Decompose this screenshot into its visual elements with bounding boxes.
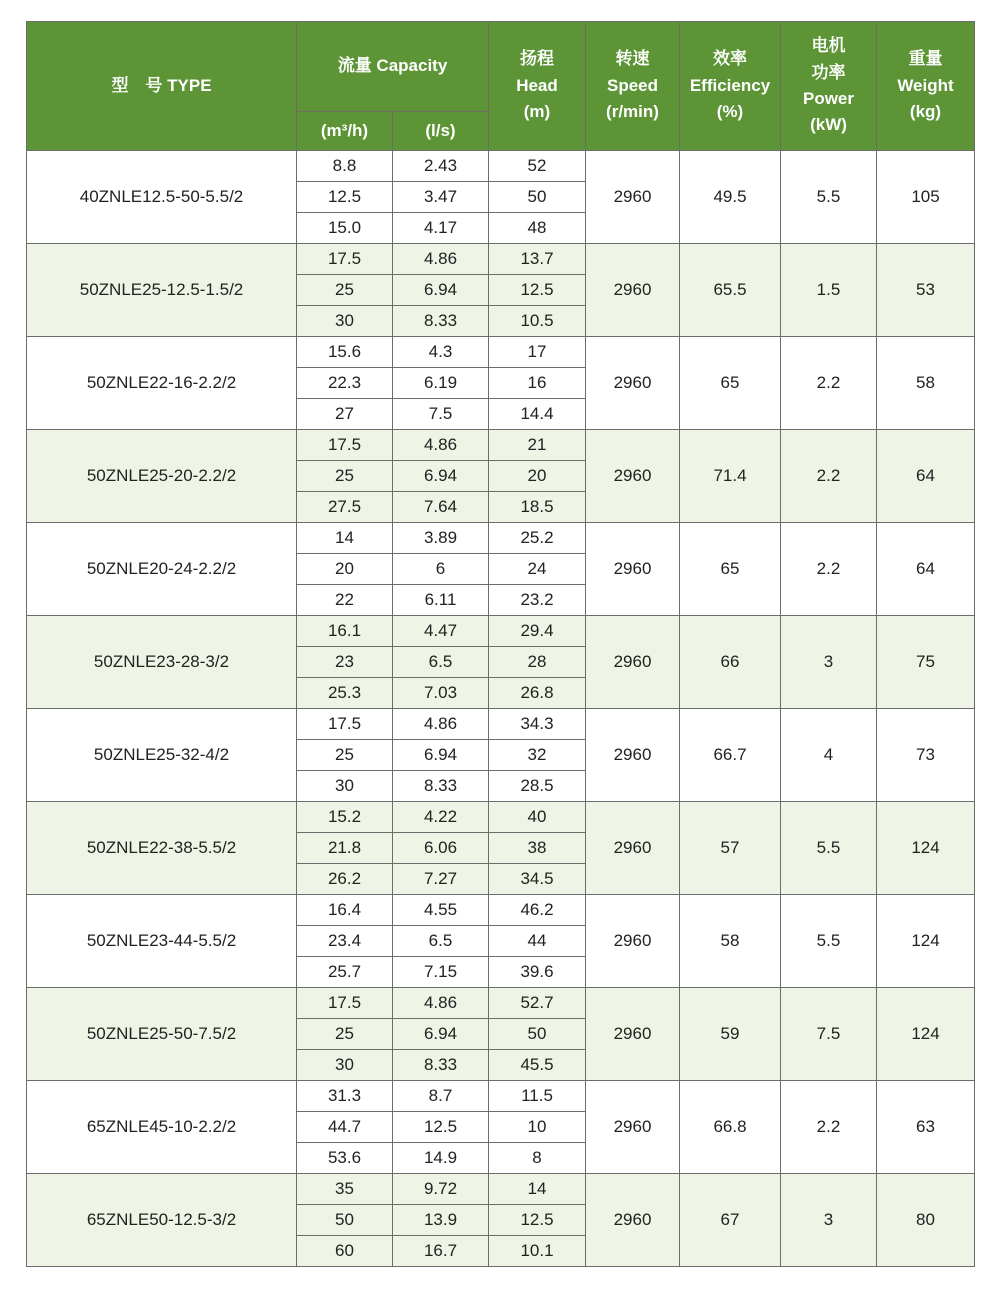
head-cell: 28.5: [489, 771, 586, 802]
capacity-ls-cell: 9.72: [393, 1174, 489, 1205]
capacity-m3h-cell: 25: [297, 740, 393, 771]
capacity-ls-cell: 7.03: [393, 678, 489, 709]
capacity-ls-cell: 4.86: [393, 709, 489, 740]
speed-cell: 2960: [586, 988, 680, 1081]
capacity-ls-cell: 7.64: [393, 492, 489, 523]
power-cell: 3: [781, 616, 877, 709]
capacity-ls-cell: 7.27: [393, 864, 489, 895]
capacity-ls-cell: 2.43: [393, 151, 489, 182]
head-cell: 29.4: [489, 616, 586, 647]
weight-cell: 75: [877, 616, 975, 709]
head-cell: 21: [489, 430, 586, 461]
table-row: [27, 1174, 975, 1205]
head-cell: 44: [489, 926, 586, 957]
speed-cell: 2960: [586, 244, 680, 337]
efficiency-cell: 71.4: [680, 430, 781, 523]
head-cell: 14: [489, 1174, 586, 1205]
capacity-ls-cell: 4.17: [393, 213, 489, 244]
capacity-m3h-cell: 53.6: [297, 1143, 393, 1174]
capacity-m3h-cell: 50: [297, 1205, 393, 1236]
capacity-header: 流量 Capacity: [297, 22, 489, 112]
table-row: [27, 523, 975, 554]
capacity-m3h-cell: 22.3: [297, 368, 393, 399]
model-type-cell: 40ZNLE12.5-50-5.5/2: [27, 151, 297, 244]
model-type-cell: 50ZNLE25-50-7.5/2: [27, 988, 297, 1081]
power-cell: 2.2: [781, 1081, 877, 1174]
head-header: 扬程 Head (m): [489, 22, 586, 151]
capacity-ls-cell: 4.55: [393, 895, 489, 926]
speed-cell: 2960: [586, 337, 680, 430]
capacity-ls-cell: 6.94: [393, 740, 489, 771]
head-cell: 11.5: [489, 1081, 586, 1112]
capacity-ls-cell: 4.86: [393, 244, 489, 275]
capacity-m3h-cell: 31.3: [297, 1081, 393, 1112]
efficiency-cell: 65: [680, 337, 781, 430]
model-type-cell: 50ZNLE22-38-5.5/2: [27, 802, 297, 895]
efficiency-cell: 66.8: [680, 1081, 781, 1174]
capacity-m3h-cell: 15.2: [297, 802, 393, 833]
capacity-ls-cell: 4.86: [393, 430, 489, 461]
capacity-m3h-cell: 17.5: [297, 988, 393, 1019]
head-cell: 23.2: [489, 585, 586, 616]
capacity-ls-cell: 8.7: [393, 1081, 489, 1112]
capacity-ls-cell: 8.33: [393, 771, 489, 802]
head-cell: 17: [489, 337, 586, 368]
model-type-cell: 50ZNLE25-20-2.2/2: [27, 430, 297, 523]
capacity-m3h-cell: 25: [297, 275, 393, 306]
head-cell: 38: [489, 833, 586, 864]
power-cell: 1.5: [781, 244, 877, 337]
capacity-m3h-cell: 26.2: [297, 864, 393, 895]
capacity-m3h-cell: 30: [297, 306, 393, 337]
capacity-m3h-cell: 35: [297, 1174, 393, 1205]
table-header: [27, 22, 975, 151]
speed-cell: 2960: [586, 523, 680, 616]
type-header: 型 号 TYPE: [27, 22, 297, 151]
capacity-ls-cell: 6.5: [393, 926, 489, 957]
efficiency-cell: 66.7: [680, 709, 781, 802]
model-type-cell: 50ZNLE25-32-4/2: [27, 709, 297, 802]
speed-cell: 2960: [586, 895, 680, 988]
capacity-m3h-header: (m³/h): [297, 112, 393, 151]
head-cell: 50: [489, 182, 586, 213]
head-cell: 45.5: [489, 1050, 586, 1081]
capacity-ls-cell: 6.94: [393, 275, 489, 306]
capacity-ls-cell: 7.15: [393, 957, 489, 988]
speed-cell: 2960: [586, 616, 680, 709]
capacity-ls-cell: 6.94: [393, 461, 489, 492]
head-cell: 32: [489, 740, 586, 771]
capacity-ls-cell: 6.06: [393, 833, 489, 864]
table-body: [27, 151, 975, 1267]
table-row: [27, 244, 975, 275]
capacity-m3h-cell: 23.4: [297, 926, 393, 957]
head-cell: 46.2: [489, 895, 586, 926]
speed-cell: 2960: [586, 1081, 680, 1174]
weight-cell: 58: [877, 337, 975, 430]
speed-cell: 2960: [586, 1174, 680, 1267]
capacity-m3h-cell: 44.7: [297, 1112, 393, 1143]
head-cell: 28: [489, 647, 586, 678]
speed-header: 转速 Speed (r/min): [586, 22, 680, 151]
capacity-ls-cell: 4.47: [393, 616, 489, 647]
power-cell: 7.5: [781, 988, 877, 1081]
head-cell: 34.5: [489, 864, 586, 895]
capacity-m3h-cell: 27.5: [297, 492, 393, 523]
capacity-m3h-cell: 25.7: [297, 957, 393, 988]
power-cell: 2.2: [781, 430, 877, 523]
capacity-m3h-cell: 25.3: [297, 678, 393, 709]
head-cell: 24: [489, 554, 586, 585]
capacity-ls-cell: 4.3: [393, 337, 489, 368]
capacity-m3h-cell: 30: [297, 771, 393, 802]
model-type-cell: 50ZNLE25-12.5-1.5/2: [27, 244, 297, 337]
model-type-cell: 65ZNLE45-10-2.2/2: [27, 1081, 297, 1174]
capacity-m3h-cell: 17.5: [297, 709, 393, 740]
table-row: [27, 151, 975, 182]
head-cell: 10.5: [489, 306, 586, 337]
model-type-cell: 50ZNLE23-44-5.5/2: [27, 895, 297, 988]
capacity-ls-cell: 16.7: [393, 1236, 489, 1267]
head-cell: 50: [489, 1019, 586, 1050]
model-type-cell: 65ZNLE50-12.5-3/2: [27, 1174, 297, 1267]
capacity-m3h-cell: 16.4: [297, 895, 393, 926]
efficiency-cell: 59: [680, 988, 781, 1081]
speed-cell: 2960: [586, 802, 680, 895]
head-cell: 10.1: [489, 1236, 586, 1267]
table-row: [27, 988, 975, 1019]
capacity-m3h-cell: 27: [297, 399, 393, 430]
head-cell: 10: [489, 1112, 586, 1143]
model-type-cell: 50ZNLE22-16-2.2/2: [27, 337, 297, 430]
head-cell: 13.7: [489, 244, 586, 275]
head-cell: 39.6: [489, 957, 586, 988]
pump-spec-table: [26, 21, 975, 1267]
speed-cell: 2960: [586, 709, 680, 802]
table-row: [27, 802, 975, 833]
capacity-m3h-cell: 22: [297, 585, 393, 616]
head-cell: 25.2: [489, 523, 586, 554]
efficiency-cell: 49.5: [680, 151, 781, 244]
weight-cell: 64: [877, 523, 975, 616]
weight-cell: 63: [877, 1081, 975, 1174]
capacity-m3h-cell: 8.8: [297, 151, 393, 182]
weight-cell: 124: [877, 802, 975, 895]
weight-cell: 64: [877, 430, 975, 523]
efficiency-cell: 65.5: [680, 244, 781, 337]
capacity-ls-cell: 3.47: [393, 182, 489, 213]
model-type-cell: 50ZNLE20-24-2.2/2: [27, 523, 297, 616]
weight-cell: 53: [877, 244, 975, 337]
efficiency-header: 效率 Efficiency (%): [680, 22, 781, 151]
capacity-m3h-cell: 15.6: [297, 337, 393, 368]
weight-cell: 80: [877, 1174, 975, 1267]
weight-cell: 124: [877, 988, 975, 1081]
weight-cell: 73: [877, 709, 975, 802]
capacity-ls-cell: 7.5: [393, 399, 489, 430]
capacity-ls-cell: 12.5: [393, 1112, 489, 1143]
speed-cell: 2960: [586, 430, 680, 523]
capacity-m3h-cell: 25: [297, 461, 393, 492]
power-cell: 5.5: [781, 151, 877, 244]
head-cell: 34.3: [489, 709, 586, 740]
weight-cell: 124: [877, 895, 975, 988]
power-cell: 3: [781, 1174, 877, 1267]
capacity-ls-cell: 6.11: [393, 585, 489, 616]
capacity-ls-cell: 6: [393, 554, 489, 585]
head-cell: 48: [489, 213, 586, 244]
head-cell: 12.5: [489, 275, 586, 306]
power-cell: 2.2: [781, 523, 877, 616]
table-row: [27, 895, 975, 926]
capacity-ls-cell: 4.22: [393, 802, 489, 833]
capacity-ls-cell: 14.9: [393, 1143, 489, 1174]
capacity-ls-cell: 6.94: [393, 1019, 489, 1050]
capacity-m3h-cell: 17.5: [297, 244, 393, 275]
efficiency-cell: 58: [680, 895, 781, 988]
capacity-m3h-cell: 23: [297, 647, 393, 678]
capacity-m3h-cell: 15.0: [297, 213, 393, 244]
table-row: [27, 430, 975, 461]
capacity-ls-cell: 3.89: [393, 523, 489, 554]
head-cell: 52.7: [489, 988, 586, 1019]
head-cell: 12.5: [489, 1205, 586, 1236]
capacity-m3h-cell: 25: [297, 1019, 393, 1050]
head-cell: 40: [489, 802, 586, 833]
weight-header: 重量 Weight (kg): [877, 22, 975, 151]
head-cell: 26.8: [489, 678, 586, 709]
head-cell: 52: [489, 151, 586, 182]
head-cell: 16: [489, 368, 586, 399]
efficiency-cell: 66: [680, 616, 781, 709]
head-cell: 18.5: [489, 492, 586, 523]
capacity-m3h-cell: 17.5: [297, 430, 393, 461]
capacity-m3h-cell: 12.5: [297, 182, 393, 213]
table-row: [27, 709, 975, 740]
table-row: [27, 1081, 975, 1112]
capacity-m3h-cell: 14: [297, 523, 393, 554]
head-cell: 14.4: [489, 399, 586, 430]
efficiency-cell: 65: [680, 523, 781, 616]
capacity-ls-cell: 13.9: [393, 1205, 489, 1236]
efficiency-cell: 57: [680, 802, 781, 895]
capacity-ls-cell: 6.5: [393, 647, 489, 678]
capacity-m3h-cell: 21.8: [297, 833, 393, 864]
capacity-ls-cell: 8.33: [393, 1050, 489, 1081]
capacity-ls-cell: 6.19: [393, 368, 489, 399]
speed-cell: 2960: [586, 151, 680, 244]
efficiency-cell: 67: [680, 1174, 781, 1267]
head-cell: 8: [489, 1143, 586, 1174]
power-cell: 5.5: [781, 895, 877, 988]
capacity-ls-cell: 4.86: [393, 988, 489, 1019]
capacity-m3h-cell: 20: [297, 554, 393, 585]
head-cell: 20: [489, 461, 586, 492]
power-header: 电机 功率 Power (kW): [781, 22, 877, 151]
capacity-m3h-cell: 60: [297, 1236, 393, 1267]
table-row: [27, 616, 975, 647]
capacity-m3h-cell: 30: [297, 1050, 393, 1081]
power-cell: 5.5: [781, 802, 877, 895]
capacity-ls-cell: 8.33: [393, 306, 489, 337]
capacity-ls-header: (l/s): [393, 112, 489, 151]
weight-cell: 105: [877, 151, 975, 244]
table-row: [27, 337, 975, 368]
capacity-m3h-cell: 16.1: [297, 616, 393, 647]
power-cell: 4: [781, 709, 877, 802]
power-cell: 2.2: [781, 337, 877, 430]
model-type-cell: 50ZNLE23-28-3/2: [27, 616, 297, 709]
